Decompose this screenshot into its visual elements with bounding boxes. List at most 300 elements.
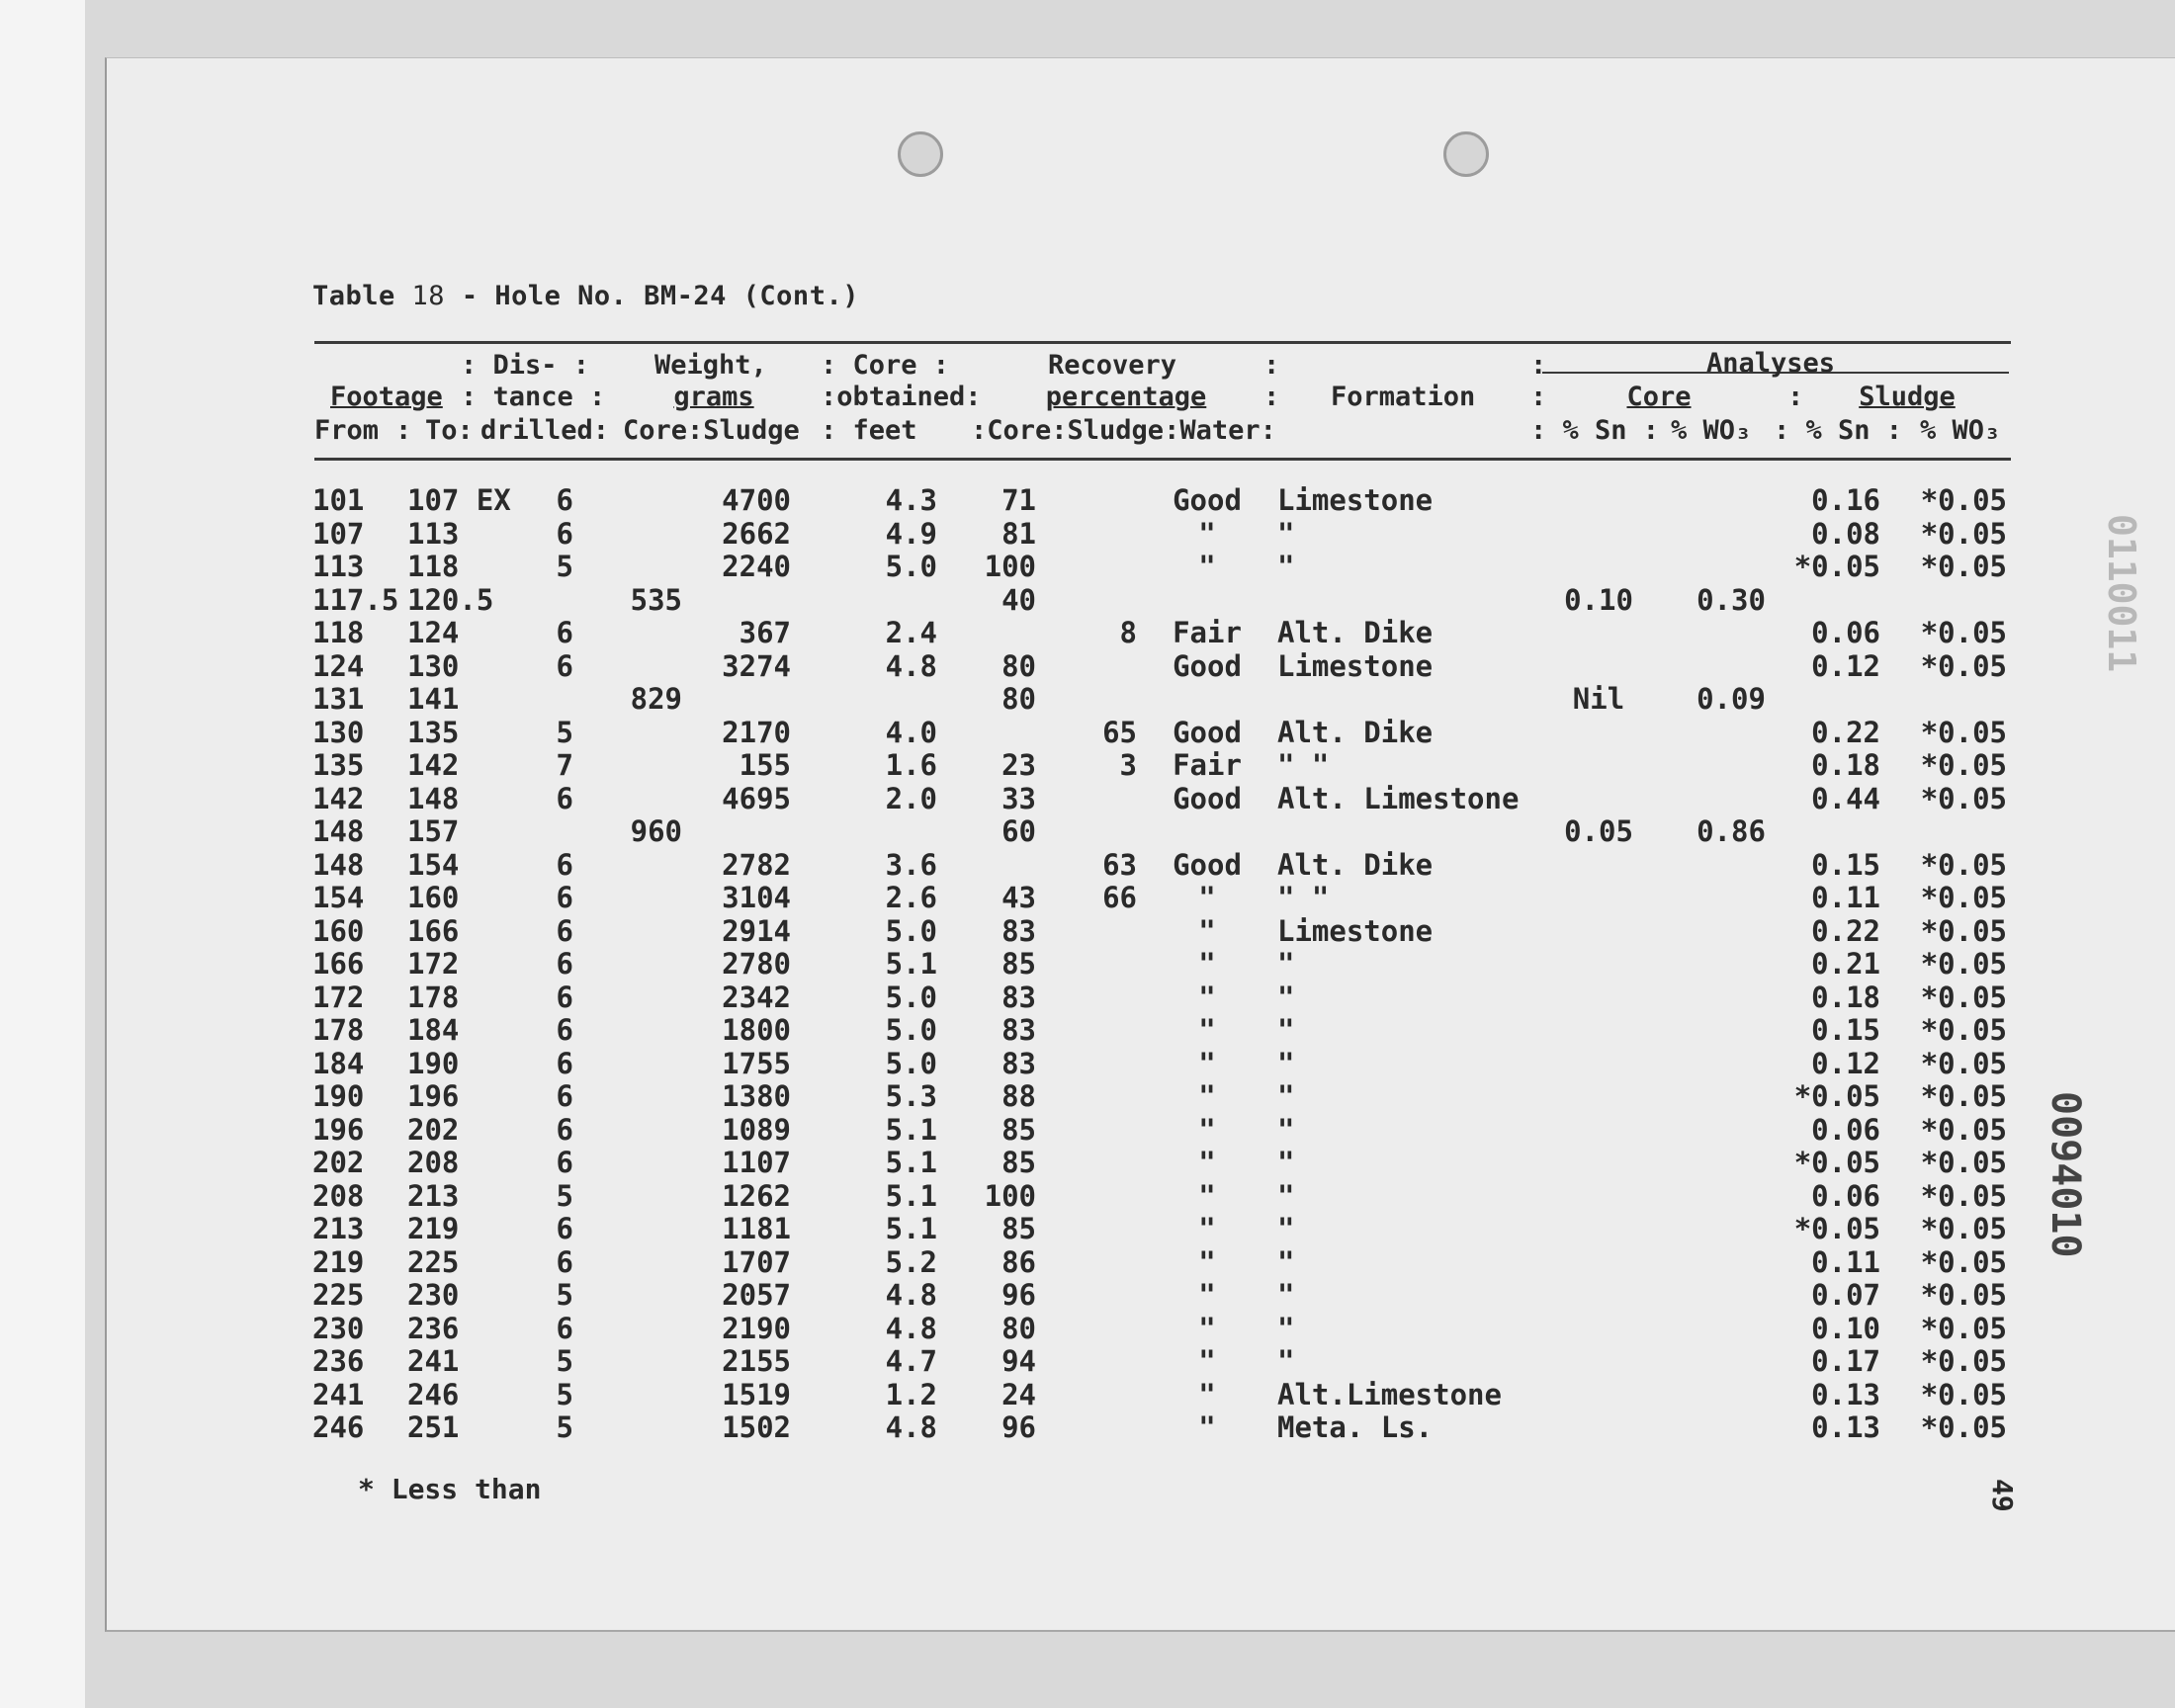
cell-to: 172 (407, 947, 460, 981)
cell-to: 157 (407, 814, 460, 848)
cell-formation: Alt. Limestone (1277, 781, 1520, 815)
cell-to: 118 (407, 550, 460, 583)
cell-to: 178 (407, 980, 460, 1014)
cell-formation: " (1277, 1344, 1295, 1378)
cell-water: " (1198, 1377, 1216, 1411)
cell-from: 131 (312, 682, 365, 716)
cell-from: 213 (312, 1212, 365, 1245)
cell-feet: 5.0 (885, 913, 937, 948)
cell-water: " (1198, 1410, 1216, 1444)
cell-feet: 5.1 (885, 1146, 937, 1179)
page-number: 49 (1986, 1479, 2019, 1512)
header-recovery-colon-2: : (1263, 382, 1280, 412)
cell-ssn: 0.15 (1811, 1013, 1880, 1047)
cell-rsludge: 66 (1102, 881, 1137, 914)
cell-ssn: 0.12 (1811, 648, 1880, 683)
cell-dist: 6 (556, 1146, 573, 1179)
footnote: * Less than (358, 1473, 542, 1505)
cell-to: 124 (407, 616, 460, 649)
cell-wsludge: 155 (739, 748, 791, 782)
cell-ssn: 0.06 (1811, 1112, 1880, 1147)
cell-dist: 6 (556, 781, 573, 815)
cell-dist: 6 (556, 1212, 573, 1245)
cell-formation: " " (1277, 748, 1330, 782)
cell-csn: 0.10 (1564, 582, 1633, 617)
cell-formation: Alt. Dike (1277, 847, 1434, 882)
cell-water: " (1198, 1344, 1216, 1378)
cell-feet: 5.1 (885, 1112, 937, 1147)
cell-feet: 2.4 (885, 616, 937, 649)
header-core-obtained-2: :obtained: (821, 382, 982, 412)
cell-dist: 6 (556, 847, 573, 882)
cell-wsludge: 2240 (722, 550, 791, 583)
cell-swo3: *0.05 (1920, 616, 2007, 649)
cell-from: 246 (312, 1410, 365, 1444)
cell-formation: Alt.Limestone (1277, 1377, 1502, 1411)
header-core: Core (1626, 382, 1692, 412)
cell-formation: " (1277, 1079, 1295, 1113)
cell-from: 113 (312, 550, 365, 583)
cell-ssn: 0.17 (1811, 1344, 1880, 1378)
cell-dist: 6 (556, 881, 573, 914)
header-core-obtained-1: : Core : (821, 350, 950, 381)
cell-dist: 5 (556, 1178, 573, 1213)
cell-feet: 2.0 (885, 781, 937, 815)
cell-water: " (1198, 550, 1216, 583)
cell-ssn: 0.15 (1811, 847, 1880, 882)
cell-feet: 3.6 (885, 847, 937, 882)
cell-water: Good (1173, 715, 1242, 749)
cell-formation: " (1277, 1212, 1295, 1245)
cell-wsludge: 1707 (722, 1244, 791, 1279)
cell-rcore: 23 (1001, 748, 1036, 782)
cell-swo3: *0.05 (1920, 1278, 2007, 1312)
cell-ssn: 0.07 (1811, 1278, 1880, 1312)
cell-feet: 5.0 (885, 1013, 937, 1047)
cell-ssn: 0.12 (1811, 1046, 1880, 1080)
cell-to: 141 (407, 682, 460, 716)
header-bottom-rule (314, 458, 2011, 461)
cell-water: " (1198, 1046, 1216, 1080)
cell-water: Good (1173, 483, 1242, 517)
cell-formation: " (1277, 1278, 1295, 1312)
cell-to: 213 (407, 1178, 460, 1213)
cell-from: 172 (312, 980, 365, 1014)
cell-water: " (1198, 947, 1216, 981)
cell-rcore: 83 (1001, 980, 1036, 1014)
punch-hole-right (1443, 131, 1489, 177)
cell-ssn: 0.16 (1811, 483, 1880, 517)
cell-formation: " (1277, 1146, 1295, 1179)
scan-background (0, 0, 85, 1708)
cell-ssn: 0.21 (1811, 947, 1880, 981)
cell-csn: 0.05 (1564, 814, 1633, 848)
cell-swo3: *0.05 (1920, 1410, 2007, 1444)
cell-swo3: *0.05 (1920, 1178, 2007, 1213)
header-distance-3: drilled: (480, 415, 610, 446)
cell-ssn: 0.18 (1811, 980, 1880, 1014)
cell-wsludge: 2662 (722, 516, 791, 551)
cell-swo3: *0.05 (1920, 516, 2007, 551)
cell-to: 166 (407, 913, 460, 948)
cell-to: 160 (407, 881, 460, 914)
cell-rcore: 43 (1001, 881, 1036, 914)
cell-from: 219 (312, 1244, 365, 1279)
cell-wsludge: 4700 (722, 483, 791, 517)
cell-to: 120.5 (407, 582, 494, 617)
cell-rcore: 94 (1001, 1344, 1036, 1378)
cell-water: " (1198, 1278, 1216, 1312)
cell-dist: 5 (556, 1410, 573, 1444)
cell-formation: " (1277, 550, 1295, 583)
cell-wsludge: 1089 (722, 1112, 791, 1147)
cell-from: 117.5 (312, 582, 399, 617)
cell-to: 196 (407, 1079, 460, 1113)
cell-feet: 5.2 (885, 1244, 937, 1279)
cell-swo3: *0.05 (1920, 550, 2007, 583)
cell-feet: 5.1 (885, 1178, 937, 1213)
cell-wsludge: 1800 (722, 1013, 791, 1047)
header-distance-2: : tance : (461, 382, 606, 412)
header-recovery-2: percentage (1045, 382, 1207, 412)
cell-to: 184 (407, 1013, 460, 1047)
cell-dist: 6 (556, 1311, 573, 1345)
header-weight-1: Weight, (654, 350, 767, 381)
header-recovery-3: :Core:Sludge:Water: (971, 415, 1276, 446)
cell-feet: 2.6 (885, 881, 937, 914)
margin-number-side: 0094010 (2043, 1091, 2088, 1258)
cell-water: " (1198, 913, 1216, 948)
header-to: To: (425, 415, 474, 446)
header-sludge-sn: : % Sn : (1774, 415, 1903, 446)
cell-dist: 5 (556, 1344, 573, 1378)
cell-rcore: 80 (1001, 648, 1036, 683)
header-analyses-colon: : (1530, 350, 1547, 381)
cell-rcore: 24 (1001, 1377, 1036, 1411)
cell-cwo3: 0.09 (1696, 682, 1766, 716)
cell-from: 160 (312, 913, 365, 948)
cell-formation: " (1277, 1244, 1295, 1279)
header-analyses-colon-2: : (1530, 382, 1547, 412)
cell-dist: 5 (556, 1278, 573, 1312)
cell-formation: Limestone (1277, 648, 1434, 683)
cell-ssn: *0.05 (1793, 1212, 1880, 1245)
cell-wsludge: 3274 (722, 648, 791, 683)
header-weight-3: Core:Sludge (623, 415, 800, 446)
cell-rcore: 83 (1001, 1013, 1036, 1047)
cell-swo3: *0.05 (1920, 913, 2007, 948)
cell-feet: 5.1 (885, 1212, 937, 1245)
cell-formation: " (1277, 947, 1295, 981)
cell-from: 184 (312, 1046, 365, 1080)
cell-dist: 6 (556, 1112, 573, 1147)
cell-feet: 4.7 (885, 1344, 937, 1378)
cell-from: 135 (312, 748, 365, 782)
cell-dist: 6 (556, 1079, 573, 1113)
cell-rcore: 71 (1001, 483, 1036, 517)
cell-rcore: 83 (1001, 913, 1036, 948)
cell-formation: " (1277, 516, 1295, 551)
cell-formation: " (1277, 1013, 1295, 1047)
cell-wsludge: 2914 (722, 913, 791, 948)
cell-water: " (1198, 516, 1216, 551)
cell-swo3: *0.05 (1920, 1013, 2007, 1047)
table-caption (312, 281, 859, 311)
cell-from: 241 (312, 1377, 365, 1411)
cell-to: 202 (407, 1112, 460, 1147)
cell-dist: 6 (556, 1013, 573, 1047)
cell-dist: 6 (556, 980, 573, 1014)
cell-ssn: 0.11 (1811, 1244, 1880, 1279)
cell-water: " (1198, 1079, 1216, 1113)
cell-feet: 5.0 (885, 1046, 937, 1080)
caption-table-word: Table (312, 281, 395, 311)
cell-rcore: 80 (1001, 1311, 1036, 1345)
cell-swo3: *0.05 (1920, 748, 2007, 782)
cell-to: 130 (407, 648, 460, 683)
caption-table-number: 18 (411, 281, 446, 311)
header-formation: Formation (1331, 382, 1476, 412)
cell-from: 230 (312, 1311, 365, 1345)
header-core-sn-label: % Sn (1562, 415, 1627, 446)
cell-to: 230 (407, 1278, 460, 1312)
header-recovery-colon: : (1263, 350, 1280, 381)
cell-rsludge: 65 (1102, 715, 1137, 749)
cell-swo3: *0.05 (1920, 1244, 2007, 1279)
cell-from: 148 (312, 847, 365, 882)
cell-ssn: 0.22 (1811, 715, 1880, 749)
cell-formation: Limestone (1277, 913, 1434, 948)
cell-dist: 7 (556, 748, 573, 782)
cell-water: " (1198, 1212, 1216, 1245)
cell-swo3: *0.05 (1920, 1112, 2007, 1147)
cell-wsludge: 1107 (722, 1146, 791, 1179)
cell-feet: 4.3 (885, 483, 937, 517)
cell-rsludge: 63 (1102, 847, 1137, 882)
header-weight-2: grams (673, 382, 754, 412)
cell-water: " (1198, 1112, 1216, 1147)
cell-dist: 6 (556, 483, 573, 517)
cell-wsludge: 4695 (722, 781, 791, 815)
cell-swo3: *0.05 (1920, 947, 2007, 981)
caption-rest: - Hole No. BM-24 (Cont.) (461, 281, 859, 311)
cell-dist: 6 (556, 616, 573, 649)
cell-water: Good (1173, 648, 1242, 683)
cell-swo3: *0.05 (1920, 1079, 2007, 1113)
cell-rcore: 86 (1001, 1244, 1036, 1279)
cell-rcore: 88 (1001, 1079, 1036, 1113)
cell-rsludge: 3 (1119, 748, 1137, 782)
cell-csn: Nil (1572, 682, 1625, 716)
header-sludge-wo3: % WO₃ (1920, 415, 2001, 446)
cell-swo3: *0.05 (1920, 648, 2007, 683)
header-core-sn: : % Sn : (1530, 415, 1660, 446)
cell-from: 124 (312, 648, 365, 683)
cell-swo3: *0.05 (1920, 980, 2007, 1014)
cell-swo3: *0.05 (1920, 781, 2007, 815)
cell-from: 101 (312, 483, 365, 517)
cell-rcore: 60 (1001, 814, 1036, 848)
cell-feet: 4.9 (885, 516, 937, 551)
cell-ssn: 0.06 (1811, 1178, 1880, 1213)
cell-to: 107 EX (407, 483, 511, 517)
cell-dist: 6 (556, 1244, 573, 1279)
header-sludge-sn-label: % Sn (1805, 415, 1870, 446)
cell-swo3: *0.05 (1920, 847, 2007, 882)
cell-dist: 5 (556, 550, 573, 583)
cell-wsludge: 2190 (722, 1311, 791, 1345)
cell-to: 236 (407, 1311, 460, 1345)
header-from-colon: : (395, 415, 412, 446)
cell-dist: 6 (556, 913, 573, 948)
cell-feet: 5.3 (885, 1079, 937, 1113)
header-from: From (314, 415, 380, 446)
cell-water: " (1198, 1244, 1216, 1279)
cell-dist: 6 (556, 1046, 573, 1080)
cell-ssn: 0.08 (1811, 516, 1880, 551)
cell-wsludge: 1262 (722, 1178, 791, 1213)
cell-swo3: *0.05 (1920, 1311, 2007, 1345)
cell-swo3: *0.05 (1920, 483, 2007, 517)
cell-wsludge: 2342 (722, 980, 791, 1014)
cell-from: 225 (312, 1278, 365, 1312)
cell-water: Fair (1173, 616, 1242, 649)
cell-water: " (1198, 980, 1216, 1014)
cell-swo3: *0.05 (1920, 1377, 2007, 1411)
cell-rcore: 85 (1001, 947, 1036, 981)
cell-from: 178 (312, 1013, 365, 1047)
cell-formation: " (1277, 1178, 1295, 1213)
cell-water: " (1198, 1311, 1216, 1345)
cell-rcore: 85 (1001, 1112, 1036, 1147)
cell-swo3: *0.05 (1920, 1146, 2007, 1179)
cell-wsludge: 1502 (722, 1410, 791, 1444)
cell-to: 225 (407, 1244, 460, 1279)
cell-wsludge: 2057 (722, 1278, 791, 1312)
cell-wsludge: 3104 (722, 881, 791, 914)
cell-to: 241 (407, 1344, 460, 1378)
cell-to: 246 (407, 1377, 460, 1411)
cell-cwo3: 0.30 (1696, 582, 1766, 617)
cell-rcore: 81 (1001, 516, 1036, 551)
cell-ssn: 0.22 (1811, 913, 1880, 948)
cell-feet: 4.8 (885, 648, 937, 683)
cell-rcore: 96 (1001, 1410, 1036, 1444)
cell-to: 190 (407, 1046, 460, 1080)
cell-swo3: *0.05 (1920, 715, 2007, 749)
cell-wsludge: 2155 (722, 1344, 791, 1378)
cell-swo3: *0.05 (1920, 1046, 2007, 1080)
header-analyses: Analyses (1706, 348, 1836, 379)
cell-wcore: 535 (630, 582, 682, 617)
cell-rcore: 83 (1001, 1046, 1036, 1080)
header-distance-1: : Dis- : (461, 350, 590, 381)
cell-water: Fair (1173, 748, 1242, 782)
cell-feet: 4.8 (885, 1410, 937, 1444)
cell-from: 154 (312, 881, 365, 914)
cell-feet: 1.6 (885, 748, 937, 782)
cell-ssn: 0.11 (1811, 881, 1880, 914)
cell-rcore: 85 (1001, 1146, 1036, 1179)
cell-ssn: *0.05 (1793, 550, 1880, 583)
cell-rcore: 40 (1001, 582, 1036, 617)
cell-ssn: 0.13 (1811, 1377, 1880, 1411)
cell-to: 142 (407, 748, 460, 782)
cell-water: " (1198, 1013, 1216, 1047)
cell-to: 219 (407, 1212, 460, 1245)
cell-from: 166 (312, 947, 365, 981)
cell-formation: " (1277, 980, 1295, 1014)
cell-feet: 5.0 (885, 980, 937, 1014)
header-footage: Footage (330, 382, 443, 412)
cell-from: 142 (312, 781, 365, 815)
cell-wcore: 829 (630, 682, 682, 716)
cell-dist: 6 (556, 648, 573, 683)
cell-wsludge: 367 (739, 616, 791, 649)
cell-formation: Limestone (1277, 483, 1434, 517)
cell-ssn: *0.05 (1793, 1079, 1880, 1113)
cell-to: 251 (407, 1410, 460, 1444)
punch-hole-left (898, 131, 943, 177)
cell-wsludge: 1519 (722, 1377, 791, 1411)
header-core-wo3: % WO₃ (1671, 415, 1752, 446)
header-analyses-colon-3: : (1787, 382, 1804, 412)
margin-number-top: 0110011 (2100, 514, 2143, 673)
cell-to: 208 (407, 1146, 460, 1179)
cell-wsludge: 1181 (722, 1212, 791, 1245)
cell-dist: 5 (556, 715, 573, 749)
cell-water: " (1198, 1178, 1216, 1213)
cell-water: Good (1173, 781, 1242, 815)
cell-formation: " " (1277, 881, 1330, 914)
cell-wsludge: 2782 (722, 847, 791, 882)
cell-dist: 6 (556, 516, 573, 551)
cell-formation: " (1277, 1112, 1295, 1147)
cell-feet: 1.2 (885, 1377, 937, 1411)
cell-ssn: 0.13 (1811, 1410, 1880, 1444)
cell-wsludge: 2780 (722, 947, 791, 981)
cell-to: 148 (407, 781, 460, 815)
cell-from: 196 (312, 1112, 365, 1147)
cell-rcore: 100 (984, 1178, 1036, 1213)
cell-dist: 5 (556, 1377, 573, 1411)
cell-water: " (1198, 881, 1216, 914)
cell-ssn: 0.06 (1811, 616, 1880, 649)
cell-ssn: 0.18 (1811, 748, 1880, 782)
cell-feet: 5.0 (885, 550, 937, 583)
cell-formation: " (1277, 1046, 1295, 1080)
cell-dist: 6 (556, 947, 573, 981)
cell-formation: Alt. Dike (1277, 715, 1434, 749)
cell-to: 154 (407, 847, 460, 882)
top-rule (314, 341, 2011, 344)
cell-feet: 5.1 (885, 947, 937, 981)
cell-to: 113 (407, 516, 460, 551)
cell-wsludge: 1755 (722, 1046, 791, 1080)
cell-water: " (1198, 1146, 1216, 1179)
cell-from: 202 (312, 1146, 365, 1179)
cell-water: Good (1173, 847, 1242, 882)
cell-swo3: *0.05 (1920, 881, 2007, 914)
cell-rcore: 33 (1001, 781, 1036, 815)
cell-feet: 4.8 (885, 1278, 937, 1312)
cell-feet: 4.0 (885, 715, 937, 749)
cell-from: 148 (312, 814, 365, 848)
cell-from: 236 (312, 1344, 365, 1378)
cell-formation: Alt. Dike (1277, 616, 1434, 649)
cell-ssn: 0.10 (1811, 1311, 1880, 1345)
header-core-obtained-3: : feet (821, 415, 917, 446)
